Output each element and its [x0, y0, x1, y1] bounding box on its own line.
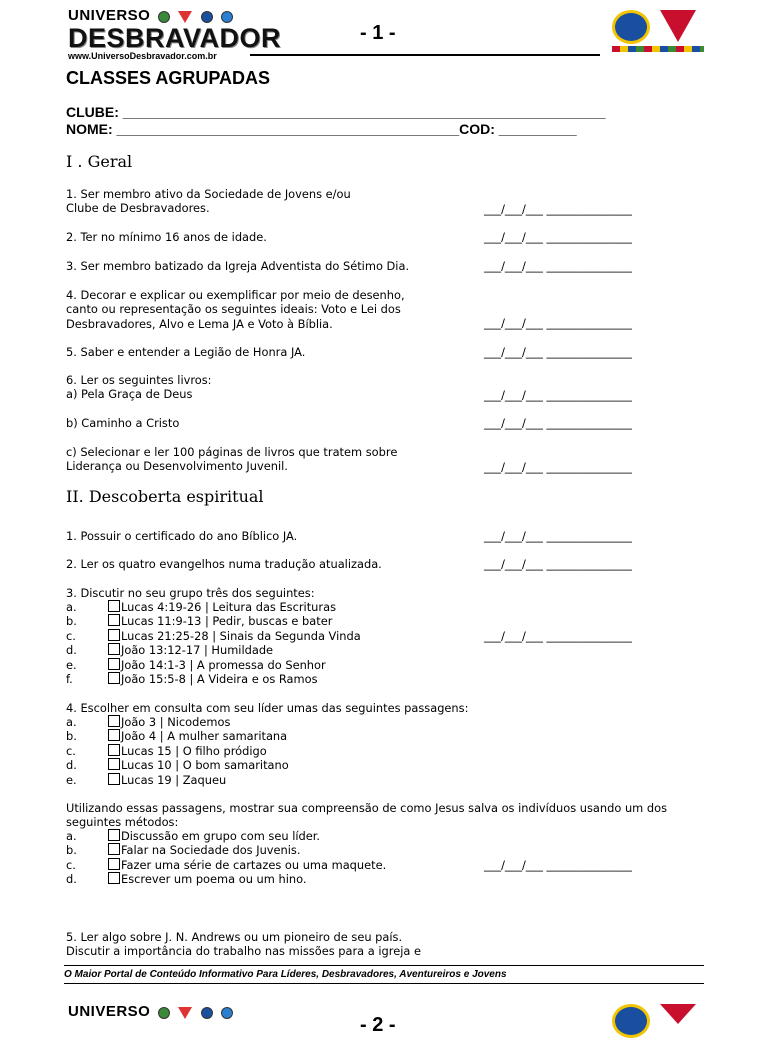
checkbox[interactable] [108, 629, 120, 641]
logo-url-text: www.UniversoDesbravador.com.br [68, 51, 217, 61]
date-signature-field[interactable]: ___/___/___ _______________ [484, 416, 632, 430]
option-row [66, 744, 289, 758]
option-row [66, 629, 361, 643]
option-row [66, 672, 361, 686]
descoberta-item-2: 2. Ler os quatro evangelhos numa tradução atualizada. [66, 557, 382, 571]
option-label: Lucas 15 | O filho pródigo [121, 743, 267, 758]
option-label: Lucas 10 | O bom samaritano [121, 758, 289, 773]
next-page-logo [68, 1002, 236, 1021]
club-badges [612, 10, 704, 54]
option-letter: d. [66, 643, 77, 658]
clube-field[interactable]: CLUBE: ______________________________________________________________ [66, 104, 606, 120]
date-signature-field[interactable]: ___/___/___ _______________ [484, 345, 632, 359]
descoberta-item-5: 5. Ler algo sobre J. N. Andrews ou um pioneiro de seu país. Discutir a importância do trabalho nas missões para a igreja e [66, 930, 421, 959]
item4b-options [66, 829, 386, 887]
option-letter: e. [66, 772, 77, 787]
date-signature-field[interactable]: ___/___/___ _______________ [484, 316, 632, 330]
descoberta-item-1: 1. Possuir o certificado do ano Bíblico JA. [66, 529, 298, 543]
descoberta-item-4-intro: 4. Escolher em consulta com seu líder umas das seguintes passagens: [66, 701, 469, 715]
checkbox[interactable] [108, 672, 120, 684]
checkbox[interactable] [108, 829, 120, 841]
date-signature-field[interactable]: ___/___/___ _______________ [484, 858, 632, 872]
checkbox[interactable] [108, 872, 120, 884]
option-letter: c. [66, 628, 76, 643]
footer-rule-bottom [64, 983, 704, 984]
option-letter: a. [66, 600, 77, 614]
checkbox[interactable] [108, 658, 120, 670]
geral-item-3: 3. Ser membro batizado da Igreja Adventista do Sétimo Dia. [66, 259, 410, 273]
world-icon [221, 1007, 233, 1019]
page-title: CLASSES AGRUPADAS [66, 68, 271, 88]
option-letter: a. [66, 715, 77, 729]
date-signature-field[interactable]: ___/___/___ _______________ [484, 557, 632, 571]
section-descoberta-title: II. Descoberta espiritual [66, 487, 264, 506]
logo-top-text: UNIVERSO [68, 7, 151, 24]
pathfinder-triangle-icon [178, 1007, 192, 1019]
checkbox[interactable] [108, 773, 120, 785]
section-geral-title: I . Geral [66, 152, 133, 171]
option-label: João 4 | A mulher samaritana [121, 729, 288, 744]
option-row [66, 829, 386, 843]
geral-item-2: 2. Ter no mínimo 16 anos de idade. [66, 230, 267, 244]
option-row [66, 758, 289, 772]
option-row [66, 614, 361, 628]
date-signature-field[interactable]: ___/___/___ _______________ [484, 230, 632, 244]
adventurer-badge-icon [612, 10, 650, 44]
option-label: João 3 | Nicodemos [121, 715, 231, 729]
logo-main-text: DESBRAVADOR [68, 23, 282, 53]
descoberta-item-3-intro: 3. Discutir no seu grupo três dos seguintes: [66, 586, 315, 600]
option-label: João 13:12-17 | Humildade [121, 643, 274, 658]
option-label: Lucas 4:19-26 | Leitura das Escrituras [121, 600, 337, 614]
checkbox[interactable] [108, 843, 120, 855]
geral-item-4: 4. Decorar e explicar ou exemplificar por meio de desenho, canto ou representação os seguintes ideais: Voto e Lei dos Desbravadores, Alvo e Lema JA e Voto à Bíblia. [66, 288, 405, 331]
option-row [66, 773, 289, 787]
next-logo-emblems [158, 1002, 235, 1021]
option-label: Falar na Sociedade dos Juvenis. [121, 843, 301, 858]
geral-item-1: 1. Ser membro ativo da Sociedade de Jovens e/ou Clube de Desbravadores. [66, 187, 351, 216]
option-label: Lucas 11:9-13 | Pedir, buscas e bater [121, 614, 333, 629]
option-row [66, 643, 361, 657]
option-label: Discussão em grupo com seu líder. [121, 829, 321, 843]
geral-item-6c: c) Selecionar e ler 100 páginas de livros que tratem sobre Liderança ou Desenvolvimento Juvenil. [66, 445, 398, 474]
option-row [66, 729, 289, 743]
date-signature-field[interactable]: ___/___/___ _______________ [484, 202, 632, 216]
option-label: Escrever um poema ou um hino. [121, 872, 307, 887]
site-logo [68, 6, 281, 61]
date-signature-field[interactable]: ___/___/___ _______________ [484, 529, 632, 543]
option-letter: d. [66, 872, 77, 887]
option-row [66, 715, 289, 729]
pathfinder-badge-icon [660, 10, 696, 42]
next-logo-top-text: UNIVERSO [68, 1003, 151, 1020]
option-row [66, 843, 386, 857]
checkbox[interactable] [108, 614, 120, 626]
geral-item-6: 6. Ler os seguintes livros: a) Pela Graça de Deus [66, 373, 212, 402]
option-label: João 14:1-3 | A promessa do Senhor [121, 657, 326, 672]
emblem-icon [201, 1007, 213, 1019]
checkbox[interactable] [108, 758, 120, 770]
page-number: - 1 - [360, 22, 396, 44]
checkbox[interactable] [108, 729, 120, 741]
checkbox[interactable] [108, 744, 120, 756]
option-label: Fazer uma série de cartazes ou uma maquete. [121, 857, 387, 872]
pathfinder-badge-icon [660, 1004, 696, 1024]
date-signature-field[interactable]: ___/___/___ _______________ [484, 388, 632, 402]
next-page-number: - 2 - [360, 1014, 396, 1036]
option-letter: c. [66, 743, 76, 758]
date-signature-field[interactable]: ___/___/___ _______________ [484, 259, 632, 273]
option-row [66, 658, 361, 672]
adventurer-badge-icon [612, 1004, 650, 1038]
option-label: Lucas 19 | Zaqueu [121, 772, 227, 787]
option-letter: a. [66, 829, 77, 843]
next-club-badges [612, 1004, 704, 1024]
color-strip [612, 46, 704, 52]
globe-icon [158, 11, 170, 23]
globe-icon [158, 1007, 170, 1019]
checkbox[interactable] [108, 715, 120, 727]
descoberta-item-4b-intro: Utilizando essas passagens, mostrar sua compreensão de como Jesus salva os indivíduos usando um dos seguintes métodos: [66, 801, 668, 830]
option-letter: e. [66, 657, 77, 672]
option-letter: d. [66, 758, 77, 773]
option-row [66, 872, 386, 886]
nome-field[interactable]: NOME: ____________________________________________COD: __________ [66, 121, 577, 137]
geral-item-6b: b) Caminho a Cristo [66, 416, 180, 430]
option-letter: b. [66, 614, 77, 629]
emblem-icon [201, 11, 213, 23]
option-label: Lucas 21:25-28 | Sinais da Segunda Vinda [121, 628, 361, 643]
checkbox[interactable] [108, 600, 120, 612]
option-letter: b. [66, 729, 77, 744]
geral-item-5: 5. Saber e entender a Legião de Honra JA. [66, 345, 306, 359]
date-signature-field[interactable]: ___/___/___ _______________ [484, 629, 632, 643]
option-label: João 15:5-8 | A Videira e os Ramos [121, 672, 318, 687]
option-letter: b. [66, 843, 77, 858]
option-letter: f. [66, 672, 73, 687]
option-letter: c. [66, 857, 76, 872]
option-row [66, 600, 361, 614]
date-signature-field[interactable]: ___/___/___ _______________ [484, 460, 632, 474]
item4-options [66, 715, 289, 787]
checkbox[interactable] [108, 858, 120, 870]
footer-rule-top [64, 965, 704, 966]
checkbox[interactable] [108, 643, 120, 655]
header-rule [250, 54, 600, 56]
world-icon [221, 11, 233, 23]
option-row [66, 858, 386, 872]
footer-text: O Maior Portal de Conteúdo Informativo Para Líderes, Desbravadores, Aventureiros e Jovens [64, 969, 507, 980]
pathfinder-triangle-icon [178, 11, 192, 23]
item3-options [66, 600, 361, 686]
